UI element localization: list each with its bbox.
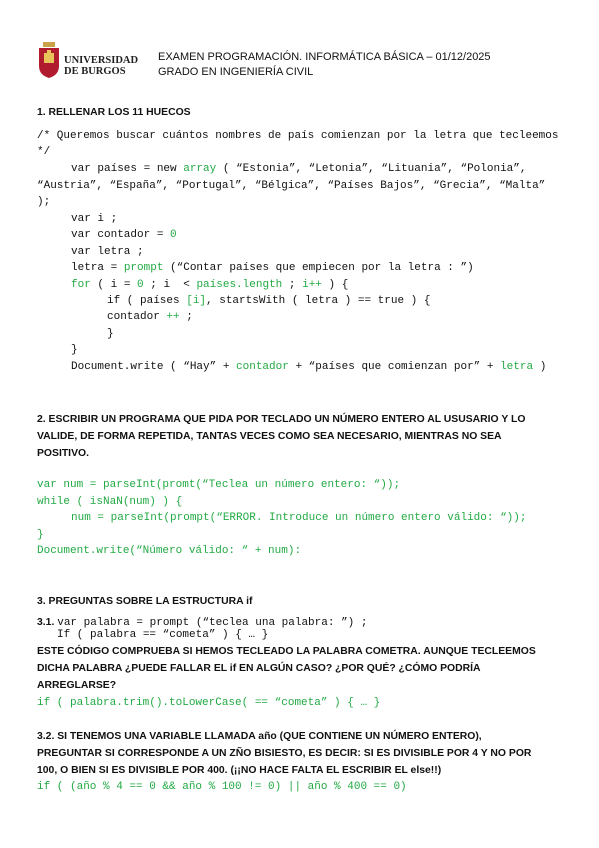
s3-q1-text-line1: ESTE CÓDIGO COMPRUEBA SI HEMOS TECLEADO LA PALABRA COMETRA. AUNQUE TECLEEMOS [37,646,536,657]
s1-for-close: } [71,344,78,356]
s1-comment-line2: */ [37,146,51,158]
university-logo [38,42,148,80]
s1-var-contador: var contador = 0 [71,229,177,241]
exam-title: EXAMEN PROGRAMACIÓN. INFORMÁTICA BÁSICA – 01/12/2025 [158,51,491,63]
s2-code-line1: var num = parseInt(promt(“Teclea un número entero: “)); [37,479,401,491]
section1-title: 1. RELLENAR LOS 11 HUECOS [37,107,191,118]
s1-increment-line: contador ++ ; [107,311,193,323]
s3-q2-text-line3: 100, O BIEN SI ES DIVISIBLE POR 400. (¡¡NO HACE FALTA EL ESCRIBIR EL else!!) [37,765,442,776]
s2-code-line4: } [37,529,44,541]
s1-prompt-line: letra = prompt (“Contar países que empiecen por la letra : ”) [71,262,474,274]
s3-q2-answer: if ( (año % 4 == 0 && año % 100 != 0) || año % 400 == 0) [37,781,407,793]
s1-for-line: for ( i = 0 ; i < países.length ; i++ ) { [71,279,349,291]
logo-line2: DE BURGOS [64,66,126,77]
section3-title: 3. PREGUNTAS SOBRE LA ESTRUCTURA if [37,596,253,607]
s1-array-continued: “Austria”, “España”, “Portugal”, “Bélgica”, “Países Bajos”, “Grecia”, “Malta” [37,180,546,192]
s1-write-line: Document.write ( “Hay” + contador + “países que comienzan por” + letra ) [71,361,547,373]
s3-q2-text-line1: 3.2. SI TENEMOS UNA VARIABLE LLAMADA año (QUE CONTIENE UN NÚMERO ENTERO), [37,731,482,742]
s1-if-line: if ( países [i], startsWith ( letra ) == true ) { [107,295,431,307]
logo-line1: UNIVERSIDAD [64,55,139,66]
s1-var-letra: var letra ; [71,246,144,258]
section2-text-line2: VALIDE, DE FORMA REPETIDA, TANTAS VECES COMO SEA NECESARIO, MIENTRAS NO SEA [37,431,502,442]
crest-icon [38,42,60,78]
section2-text-line3: POSITIVO. [37,448,89,459]
s2-code-line5: Document.write(“Número válido: “ + num): [37,545,302,557]
s3-q1-text-line3: ARREGLARSE? [37,680,117,691]
s3-q1-code-line2: If ( palabra == “cometa” ) { … } [57,629,269,641]
s3-q1-text-line2: DICHA PALABRA ¿PUEDE FALLAR EL if EN ALGÚN CASO? ¿POR QUÉ? ¿CÓMO PODRÍA [37,663,481,674]
exam-degree: GRADO EN INGENIERÍA CIVIL [158,66,314,78]
s3-q1-code-line1: 3.1. var palabra = prompt (“teclea una palabra: ”) ; [37,617,368,629]
s1-comment-line1: /* Queremos buscar cuántos nombres de país comienzan por la letra que tecleemos [37,130,559,142]
s3-q2-text-line2: PREGUNTAR SI CORRESPONDE A UN ZÑO BISIESTO, ES DECIR: SI ES DIVISIBLE POR 4 Y NO POR [37,748,532,759]
s2-code-line2: while ( isNaN(num) ) { [37,496,183,508]
s1-if-close: } [107,328,114,340]
s2-code-line3: num = parseInt(prompt(“ERROR. Introduce un número entero válido: “)); [71,512,527,524]
s3-q1-answer: if ( palabra.trim().toLowerCase( == “cometa” ) { … } [37,697,381,709]
s1-array-line: var países = new array ( “Estonia”, “Letonia”, “Lituania”, “Polonia”, [71,163,527,175]
s1-array-close: ); [37,196,51,208]
section2-text-line1: 2. ESCRIBIR UN PROGRAMA QUE PIDA POR TECLADO UN NÚMERO ENTERO AL USUSARIO Y LO [37,414,526,425]
s1-var-i: var i ; [71,213,118,225]
